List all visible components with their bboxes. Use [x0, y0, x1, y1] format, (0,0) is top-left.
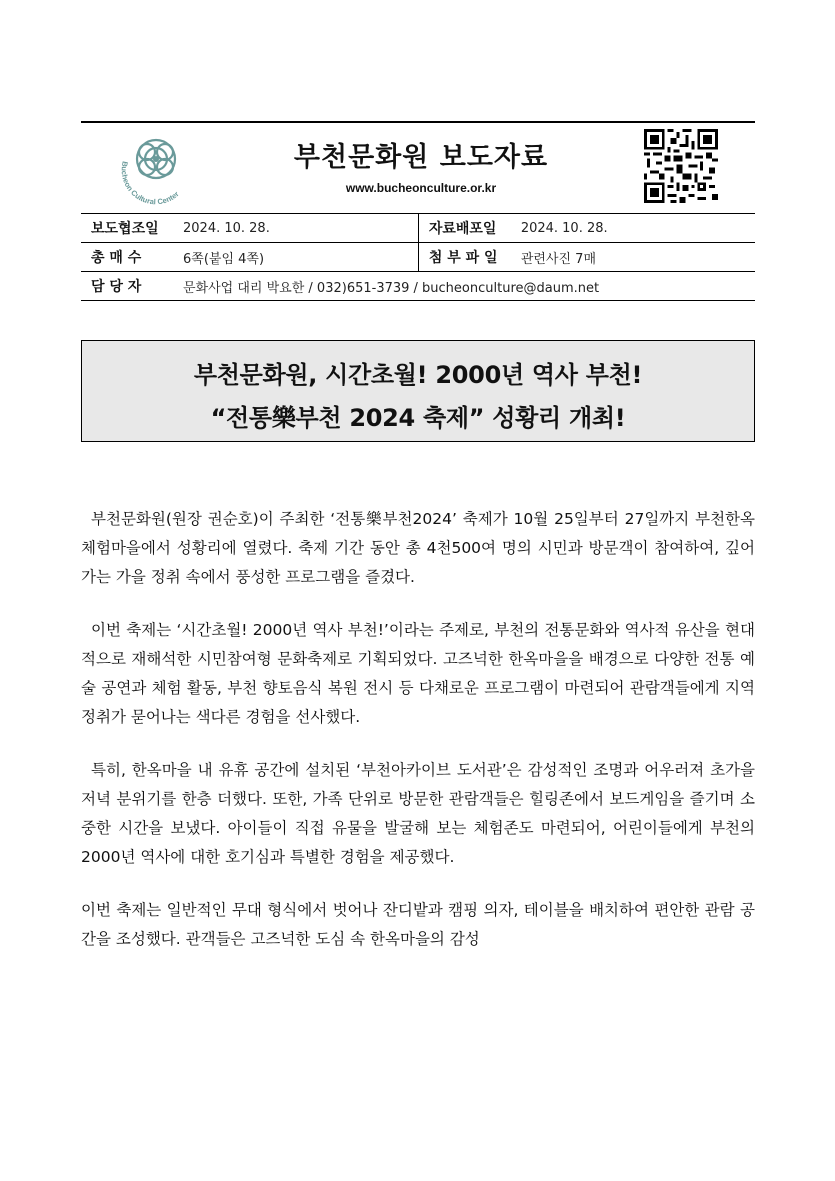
info-row-contact [81, 272, 755, 301]
pages-label: 총 매 수 [81, 243, 175, 272]
paragraph-1: 부천문화원(원장 권순호)이 주최한 ‘전통樂부천2024’ 축제가 10월 25일부터 27일까지 부천한옥체험마을에서 성황리에 열렸다. 축제 기간 동안 총 4천500여 명의 시민과 방문객이 참여하여, 깊어가는 가을 정취 속에서 풍성한 프로그램을 즐겼다. [81, 510, 755, 586]
headline-line-2: “전통樂부천 2024 축제” 성황리 개최! [210, 404, 626, 432]
headline-line-1: 부천문화원, 시간초월! 2000년 역사 부천! [193, 361, 643, 389]
article-body [81, 505, 755, 978]
contact-label: 담 당 자 [81, 272, 175, 301]
info-row-pages [81, 243, 755, 272]
headline-box [81, 340, 755, 442]
logo-text: Bucheon Cultural Center [119, 160, 181, 207]
website-url[interactable]: www.bucheonculture.or.kr [345, 181, 497, 195]
press-date: 2024. 10. 28. [175, 214, 418, 243]
bucheon-cultural-center-logo [109, 131, 189, 211]
info-row-dates [81, 214, 755, 243]
paragraph-4: 이번 축제는 일반적인 무대 형식에서 벗어나 잔디밭과 캠핑 의자, 테이블을 배치하여 편안한 관람 공간을 조성했다. 관객들은 고즈넉한 도심 속 한옥마을의 감성 [81, 901, 755, 948]
pages-value: 6쪽(붙임 4쪽) [175, 243, 418, 272]
release-date: 2024. 10. 28. [513, 214, 755, 243]
paragraph-2: 이번 축제는 ‘시간초월! 2000년 역사 부천!’이라는 주제로, 부천의 전통문화와 역사적 유산을 현대적으로 재해석한 시민참여형 문화축제로 기획되었다. 고즈넉한 한옥마을을 배경으로 다양한 전통 예술 공연과 체험 활동, 부천 향토음식 복원 전시 등 다채로운 프로그램이 마련되어 관람객들에게 지역 정취가 묻어나는 색다른 경험을 선사했다. [81, 621, 755, 726]
contact-value: 문화사업 대리 박요한 / 032)651-3739 / bucheonculture@daum.net [175, 272, 755, 301]
document-title: 부천문화원 보도자료 [293, 142, 549, 173]
paragraph-3: 특히, 한옥마을 내 유휴 공간에 설치된 ‘부천아카이브 도서관’은 감성적인 조명과 어우러져 초가을 저녁 분위기를 한층 더했다. 또한, 가족 단위로 방문한 관람객들은 힐링존에서 보드게임을 즐기며 소중한 시간을 보냈다. 아이들이 직접 유물을 발굴해 보는 체험존도 마련되어, 어린이들에게 부천의 2000년 역사에 대한 호기심과 특별한 경험을 제공했다. [81, 761, 755, 866]
release-date-label: 자료배포일 [418, 214, 513, 243]
press-header [81, 121, 755, 215]
press-date-label: 보도협조일 [81, 214, 175, 243]
attachment-value: 관련사진 7매 [513, 243, 755, 272]
press-info-table [81, 213, 755, 301]
attachment-label: 첨 부 파 일 [418, 243, 513, 272]
qr-code [644, 129, 718, 203]
